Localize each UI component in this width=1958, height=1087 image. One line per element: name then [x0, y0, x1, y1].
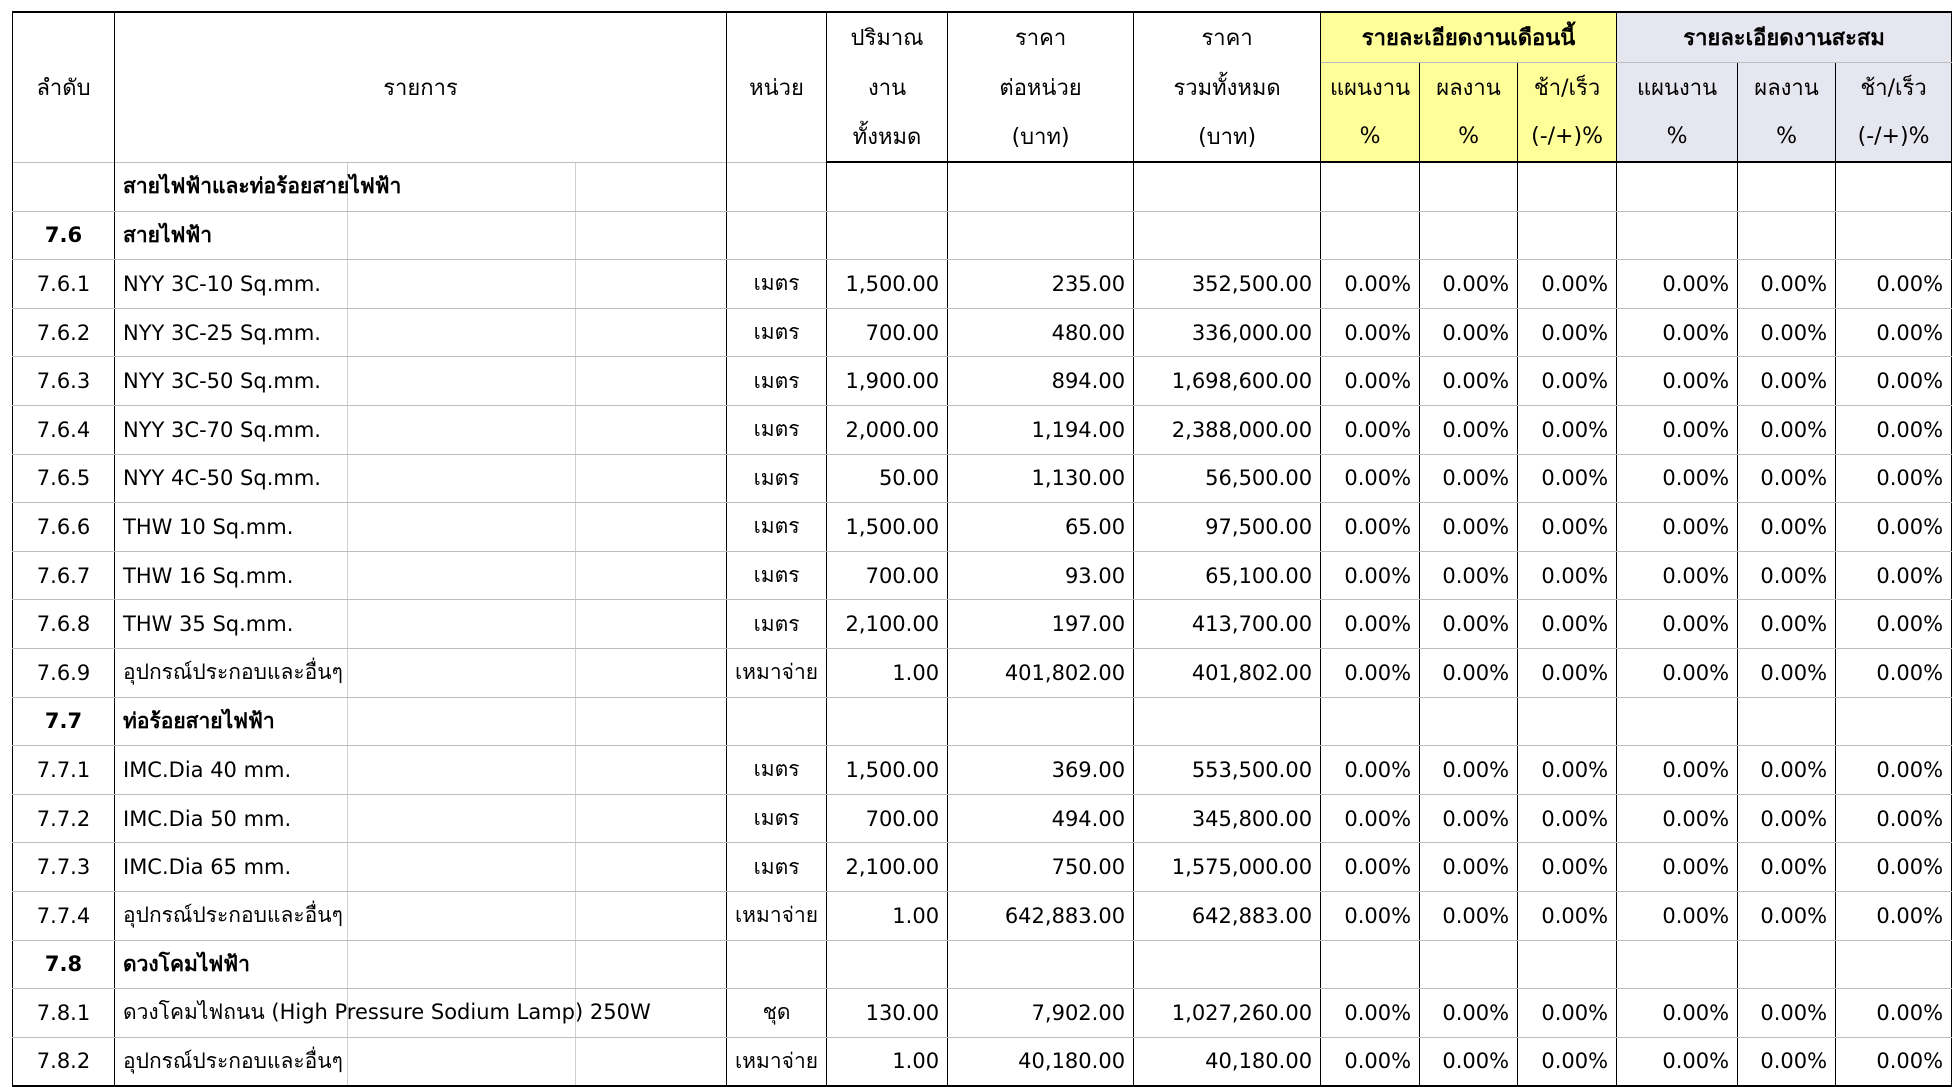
cell-unit: เหมาจ่าย: [727, 1037, 827, 1086]
cell-total-price: 1,698,600.00: [1134, 357, 1321, 406]
cell-order: 7.8: [13, 940, 115, 989]
cell-cum-diff: 0.00%: [1836, 1037, 1952, 1086]
cell-empty: [1134, 162, 1321, 211]
cell-unit: เมตร: [727, 357, 827, 406]
cell-unit-price: 197.00: [948, 600, 1134, 649]
cell-item-text: IMC.Dia 40 mm.: [123, 757, 292, 782]
table-row: [13, 405, 1952, 454]
header-order: ลำดับ: [13, 12, 115, 162]
cell-cum-plan: 0.00%: [1617, 989, 1738, 1038]
cell-month-result: 0.00%: [1420, 454, 1518, 503]
table-row: [13, 648, 1952, 697]
cell-order: 7.6.6: [13, 503, 115, 552]
header-qty-line3: ทั้งหมด: [827, 112, 948, 162]
cell-unit: เมตร: [727, 405, 827, 454]
cell-empty: [948, 162, 1134, 211]
cell-month-diff: 0.00%: [1518, 454, 1617, 503]
cell-item-text: NYY 4C-50 Sq.mm.: [123, 466, 321, 491]
cell-item-text: IMC.Dia 50 mm.: [123, 806, 292, 831]
cell-empty: [1617, 162, 1738, 211]
cell-cum-plan: 0.00%: [1617, 794, 1738, 843]
cell-month-plan: 0.00%: [1321, 989, 1420, 1038]
cell-total-price: 553,500.00: [1134, 746, 1321, 795]
header-month-diff-pct: (-/+)%: [1518, 112, 1617, 162]
table-row: [13, 454, 1952, 503]
section-row: [13, 940, 1952, 989]
table-row: [13, 503, 1952, 552]
header-total-price-line2: รวมทั้งหมด: [1134, 63, 1321, 113]
cell-unit: เหมาจ่าย: [727, 648, 827, 697]
cell-order: 7.7.4: [13, 891, 115, 940]
header-month-diff: ช้า/เร็ว: [1518, 63, 1617, 113]
boq-progress-table: [12, 11, 1952, 1087]
cell-month-result: 0.00%: [1420, 600, 1518, 649]
cell-order: 7.7.3: [13, 843, 115, 892]
cell-unit: เมตร: [727, 794, 827, 843]
cell-order: 7.6.2: [13, 308, 115, 357]
section-row: [13, 211, 1952, 260]
cell-cum-result: 0.00%: [1738, 600, 1836, 649]
cell-unit: เมตร: [727, 600, 827, 649]
cell-item: [115, 405, 727, 454]
cell-item-text: สายไฟฟ้า: [123, 222, 213, 247]
cell-cum-diff: 0.00%: [1836, 746, 1952, 795]
cell-item: [115, 162, 727, 211]
cell-month-diff: 0.00%: [1518, 891, 1617, 940]
table-row: [13, 794, 1952, 843]
cell-month-plan: 0.00%: [1321, 551, 1420, 600]
section-row: [13, 697, 1952, 746]
cell-unit-price: 750.00: [948, 843, 1134, 892]
cell-month-result: 0.00%: [1420, 891, 1518, 940]
cell-month-plan: 0.00%: [1321, 843, 1420, 892]
cell-order: 7.6.4: [13, 405, 115, 454]
cell-qty: 2,100.00: [827, 843, 948, 892]
cell-unit-price: 65.00: [948, 503, 1134, 552]
cell-qty: 1,500.00: [827, 503, 948, 552]
cell-month-plan: 0.00%: [1321, 454, 1420, 503]
cell-month-diff: 0.00%: [1518, 551, 1617, 600]
cell-qty: 700.00: [827, 308, 948, 357]
cell-cum-result: 0.00%: [1738, 1037, 1836, 1086]
cell-cum-plan: 0.00%: [1617, 357, 1738, 406]
cell-cum-plan: 0.00%: [1617, 600, 1738, 649]
cell-cum-diff: 0.00%: [1836, 891, 1952, 940]
cell-item: [115, 1037, 727, 1086]
table-row: [13, 551, 1952, 600]
cell-cum-result: 0.00%: [1738, 989, 1836, 1038]
cell-empty: [1134, 940, 1321, 989]
cell-month-plan: 0.00%: [1321, 1037, 1420, 1086]
cell-empty: [1321, 211, 1420, 260]
cell-item: [115, 648, 727, 697]
cell-item: [115, 600, 727, 649]
cell-unit: เมตร: [727, 260, 827, 309]
cell-qty: 2,000.00: [827, 405, 948, 454]
cell-empty: [827, 162, 948, 211]
cell-item-text: ดวงโคมไฟถนน (High Pressure Sodium Lamp) 250W: [123, 1000, 651, 1025]
cell-item: [115, 746, 727, 795]
cell-month-diff: 0.00%: [1518, 405, 1617, 454]
cell-month-diff: 0.00%: [1518, 600, 1617, 649]
header-cum-result-pct: %: [1738, 112, 1836, 162]
cell-empty: [1321, 940, 1420, 989]
cell-total-price: 413,700.00: [1134, 600, 1321, 649]
cell-cum-plan: 0.00%: [1617, 503, 1738, 552]
cell-qty: 1.00: [827, 1037, 948, 1086]
cell-month-plan: 0.00%: [1321, 503, 1420, 552]
cell-item-text: อุปกรณ์ประกอบและอื่นๆ: [123, 903, 343, 928]
cell-item-text: อุปกรณ์ประกอบและอื่นๆ: [123, 1048, 343, 1073]
cell-order: 7.6.7: [13, 551, 115, 600]
cell-item-text: NYY 3C-10 Sq.mm.: [123, 271, 321, 296]
cell-item: [115, 308, 727, 357]
cell-unit-price: 369.00: [948, 746, 1134, 795]
header-cum-plan-pct: %: [1617, 112, 1738, 162]
cell-order: 7.6.5: [13, 454, 115, 503]
cell-month-diff: 0.00%: [1518, 308, 1617, 357]
cell-total-price: 1,575,000.00: [1134, 843, 1321, 892]
cell-month-result: 0.00%: [1420, 503, 1518, 552]
table-row: [13, 260, 1952, 309]
cell-item-text: ท่อร้อยสายไฟฟ้า: [123, 708, 275, 733]
cell-order: 7.6.9: [13, 648, 115, 697]
cell-cum-plan: 0.00%: [1617, 648, 1738, 697]
cell-month-diff: 0.00%: [1518, 746, 1617, 795]
cell-item: [115, 357, 727, 406]
header-unit-price-line1: ราคา: [948, 12, 1134, 63]
cell-month-result: 0.00%: [1420, 308, 1518, 357]
cell-order: [13, 162, 115, 211]
cell-empty: [1420, 211, 1518, 260]
cell-month-result: 0.00%: [1420, 843, 1518, 892]
cell-empty: [1518, 940, 1617, 989]
cell-empty: [1420, 162, 1518, 211]
cell-total-price: 336,000.00: [1134, 308, 1321, 357]
cell-unit-price: 40,180.00: [948, 1037, 1134, 1086]
cell-month-diff: 0.00%: [1518, 357, 1617, 406]
cell-month-result: 0.00%: [1420, 357, 1518, 406]
table-body: [13, 162, 1952, 1086]
cell-month-result: 0.00%: [1420, 794, 1518, 843]
cell-cum-result: 0.00%: [1738, 260, 1836, 309]
cell-total-price: 1,027,260.00: [1134, 989, 1321, 1038]
cell-empty: [1617, 940, 1738, 989]
cell-month-plan: 0.00%: [1321, 405, 1420, 454]
cell-unit: เหมาจ่าย: [727, 891, 827, 940]
cell-empty: [948, 940, 1134, 989]
cell-item: [115, 551, 727, 600]
cell-month-plan: 0.00%: [1321, 600, 1420, 649]
cell-unit: ชุด: [727, 989, 827, 1038]
cell-qty: 700.00: [827, 794, 948, 843]
cell-unit: เมตร: [727, 551, 827, 600]
cell-unit-price: 7,902.00: [948, 989, 1134, 1038]
cell-cum-diff: 0.00%: [1836, 405, 1952, 454]
header-month-plan: แผนงาน: [1321, 63, 1420, 113]
cell-cum-result: 0.00%: [1738, 405, 1836, 454]
cell-item: [115, 454, 727, 503]
cell-total-price: 56,500.00: [1134, 454, 1321, 503]
header-cum-diff: ช้า/เร็ว: [1836, 63, 1952, 113]
cell-empty: [1518, 211, 1617, 260]
cell-empty: [827, 697, 948, 746]
cell-unit-price: 1,130.00: [948, 454, 1134, 503]
cell-unit-price: 1,194.00: [948, 405, 1134, 454]
header-qty-line1: ปริมาณ: [827, 12, 948, 63]
cell-total-price: 401,802.00: [1134, 648, 1321, 697]
cell-cum-plan: 0.00%: [1617, 746, 1738, 795]
cell-empty: [948, 697, 1134, 746]
cell-order: 7.8.2: [13, 1037, 115, 1086]
cell-cum-result: 0.00%: [1738, 746, 1836, 795]
cell-total-price: 352,500.00: [1134, 260, 1321, 309]
cell-unit-price: 894.00: [948, 357, 1134, 406]
cell-month-result: 0.00%: [1420, 648, 1518, 697]
cell-item-text: THW 10 Sq.mm.: [123, 514, 294, 539]
cell-cum-diff: 0.00%: [1836, 308, 1952, 357]
cell-item: [115, 260, 727, 309]
cell-order: 7.7.1: [13, 746, 115, 795]
cell-cum-result: 0.00%: [1738, 794, 1836, 843]
cell-month-result: 0.00%: [1420, 551, 1518, 600]
cell-month-plan: 0.00%: [1321, 648, 1420, 697]
table-row: [13, 600, 1952, 649]
cell-order: 7.6.1: [13, 260, 115, 309]
cell-month-diff: 0.00%: [1518, 648, 1617, 697]
cell-item-text: THW 16 Sq.mm.: [123, 563, 294, 588]
cell-empty: [727, 940, 827, 989]
cell-empty: [727, 697, 827, 746]
cell-item-text: NYY 3C-70 Sq.mm.: [123, 417, 321, 442]
cell-unit-price: 494.00: [948, 794, 1134, 843]
cell-month-diff: 0.00%: [1518, 503, 1617, 552]
cell-unit-price: 480.00: [948, 308, 1134, 357]
cell-cum-diff: 0.00%: [1836, 794, 1952, 843]
header-this-month-group: รายละเอียดงานเดือนนี้: [1321, 12, 1617, 63]
cell-cum-result: 0.00%: [1738, 454, 1836, 503]
cell-empty: [827, 211, 948, 260]
cell-empty: [827, 940, 948, 989]
cell-item: [115, 989, 727, 1038]
cell-qty: 2,100.00: [827, 600, 948, 649]
cell-cum-plan: 0.00%: [1617, 308, 1738, 357]
table-row: [13, 891, 1952, 940]
cell-cum-result: 0.00%: [1738, 891, 1836, 940]
table-row: [13, 843, 1952, 892]
cell-month-result: 0.00%: [1420, 405, 1518, 454]
cell-unit-price: 642,883.00: [948, 891, 1134, 940]
cell-month-result: 0.00%: [1420, 260, 1518, 309]
cell-total-price: 2,388,000.00: [1134, 405, 1321, 454]
header-row-1: [13, 12, 1952, 63]
header-month-result: ผลงาน: [1420, 63, 1518, 113]
cell-item: [115, 891, 727, 940]
cell-empty: [1738, 162, 1836, 211]
cell-unit-price: 93.00: [948, 551, 1134, 600]
cell-qty: 130.00: [827, 989, 948, 1038]
header-cumulative-group: รายละเอียดงานสะสม: [1617, 12, 1952, 63]
cell-empty: [1420, 697, 1518, 746]
header-item: รายการ: [115, 12, 727, 162]
cell-item: [115, 211, 727, 260]
cell-item: [115, 503, 727, 552]
cell-empty: [1321, 162, 1420, 211]
cell-cum-plan: 0.00%: [1617, 454, 1738, 503]
cell-cum-diff: 0.00%: [1836, 600, 1952, 649]
table-row: [13, 357, 1952, 406]
cell-cum-plan: 0.00%: [1617, 1037, 1738, 1086]
cell-empty: [1321, 697, 1420, 746]
cell-cum-diff: 0.00%: [1836, 551, 1952, 600]
cell-total-price: 642,883.00: [1134, 891, 1321, 940]
cell-month-result: 0.00%: [1420, 989, 1518, 1038]
cell-item: [115, 794, 727, 843]
header-unit: หน่วย: [727, 12, 827, 162]
cell-order: 7.7: [13, 697, 115, 746]
cell-empty: [1836, 697, 1952, 746]
cell-total-price: 97,500.00: [1134, 503, 1321, 552]
cell-qty: 1.00: [827, 648, 948, 697]
header-total-price-line3: (บาท): [1134, 112, 1321, 162]
cell-cum-plan: 0.00%: [1617, 405, 1738, 454]
cell-month-plan: 0.00%: [1321, 260, 1420, 309]
cell-empty: [1134, 211, 1321, 260]
section-row: [13, 162, 1952, 211]
cell-empty: [727, 162, 827, 211]
cell-item: [115, 940, 727, 989]
cell-cum-diff: 0.00%: [1836, 260, 1952, 309]
cell-empty: [1836, 162, 1952, 211]
cell-cum-result: 0.00%: [1738, 308, 1836, 357]
cell-cum-diff: 0.00%: [1836, 989, 1952, 1038]
cell-unit: เมตร: [727, 308, 827, 357]
cell-unit: เมตร: [727, 843, 827, 892]
cell-qty: 700.00: [827, 551, 948, 600]
cell-month-diff: 0.00%: [1518, 794, 1617, 843]
cell-total-price: 345,800.00: [1134, 794, 1321, 843]
cell-cum-result: 0.00%: [1738, 843, 1836, 892]
cell-item-text: ดวงโคมไฟฟ้า: [123, 951, 250, 976]
cell-item: [115, 843, 727, 892]
cell-cum-plan: 0.00%: [1617, 551, 1738, 600]
cell-qty: 1.00: [827, 891, 948, 940]
header-month-plan-pct: %: [1321, 112, 1420, 162]
cell-item-text: สายไฟฟ้าและท่อร้อยสายไฟฟ้า: [123, 174, 402, 199]
cell-month-diff: 0.00%: [1518, 843, 1617, 892]
header-cum-plan: แผนงาน: [1617, 63, 1738, 113]
cell-order: 7.6: [13, 211, 115, 260]
cell-empty: [1518, 697, 1617, 746]
cell-unit-price: 401,802.00: [948, 648, 1134, 697]
cell-empty: [727, 211, 827, 260]
cell-qty: 1,500.00: [827, 260, 948, 309]
cell-unit: เมตร: [727, 746, 827, 795]
cell-empty: [948, 211, 1134, 260]
cell-item-text: IMC.Dia 65 mm.: [123, 855, 292, 880]
cell-cum-result: 0.00%: [1738, 503, 1836, 552]
cell-order: 7.6.3: [13, 357, 115, 406]
cell-qty: 1,500.00: [827, 746, 948, 795]
cell-empty: [1738, 211, 1836, 260]
cell-cum-diff: 0.00%: [1836, 503, 1952, 552]
header-month-result-pct: %: [1420, 112, 1518, 162]
table-row: [13, 746, 1952, 795]
cell-cum-diff: 0.00%: [1836, 357, 1952, 406]
cell-unit: เมตร: [727, 454, 827, 503]
cell-month-plan: 0.00%: [1321, 357, 1420, 406]
cell-cum-result: 0.00%: [1738, 551, 1836, 600]
header-total-price-line1: ราคา: [1134, 12, 1321, 63]
header-unit-price-line3: (บาท): [948, 112, 1134, 162]
cell-unit: เมตร: [727, 503, 827, 552]
cell-empty: [1836, 940, 1952, 989]
cell-total-price: 65,100.00: [1134, 551, 1321, 600]
cell-item-text: NYY 3C-25 Sq.mm.: [123, 320, 321, 345]
cell-item-text: THW 35 Sq.mm.: [123, 612, 294, 637]
cell-empty: [1738, 697, 1836, 746]
header-qty-line2: งาน: [827, 63, 948, 113]
cell-order: 7.6.8: [13, 600, 115, 649]
cell-month-result: 0.00%: [1420, 746, 1518, 795]
cell-qty: 50.00: [827, 454, 948, 503]
table-row: [13, 1037, 1952, 1086]
cell-unit-price: 235.00: [948, 260, 1134, 309]
cell-total-price: 40,180.00: [1134, 1037, 1321, 1086]
cell-empty: [1617, 211, 1738, 260]
cell-empty: [1420, 940, 1518, 989]
cell-empty: [1738, 940, 1836, 989]
cell-cum-result: 0.00%: [1738, 648, 1836, 697]
cell-cum-diff: 0.00%: [1836, 843, 1952, 892]
header-cum-result: ผลงาน: [1738, 63, 1836, 113]
cell-item-text: อุปกรณ์ประกอบและอื่นๆ: [123, 660, 343, 685]
cell-cum-diff: 0.00%: [1836, 454, 1952, 503]
header-cum-diff-pct: (-/+)%: [1836, 112, 1952, 162]
cell-month-plan: 0.00%: [1321, 794, 1420, 843]
cell-cum-result: 0.00%: [1738, 357, 1836, 406]
cell-month-diff: 0.00%: [1518, 989, 1617, 1038]
cell-empty: [1518, 162, 1617, 211]
cell-order: 7.7.2: [13, 794, 115, 843]
header-unit-price-line2: ต่อหน่วย: [948, 63, 1134, 113]
cell-month-plan: 0.00%: [1321, 891, 1420, 940]
cell-qty: 1,900.00: [827, 357, 948, 406]
table-row: [13, 989, 1952, 1038]
cell-month-diff: 0.00%: [1518, 260, 1617, 309]
cell-item: [115, 697, 727, 746]
cell-cum-diff: 0.00%: [1836, 648, 1952, 697]
cell-month-diff: 0.00%: [1518, 1037, 1617, 1086]
cell-cum-plan: 0.00%: [1617, 260, 1738, 309]
cell-cum-plan: 0.00%: [1617, 843, 1738, 892]
table-row: [13, 308, 1952, 357]
cell-month-plan: 0.00%: [1321, 308, 1420, 357]
cell-empty: [1134, 697, 1321, 746]
cell-order: 7.8.1: [13, 989, 115, 1038]
cell-empty: [1836, 211, 1952, 260]
cell-month-plan: 0.00%: [1321, 746, 1420, 795]
cell-empty: [1617, 697, 1738, 746]
cell-item-text: NYY 3C-50 Sq.mm.: [123, 369, 321, 394]
cell-month-result: 0.00%: [1420, 1037, 1518, 1086]
cell-cum-plan: 0.00%: [1617, 891, 1738, 940]
